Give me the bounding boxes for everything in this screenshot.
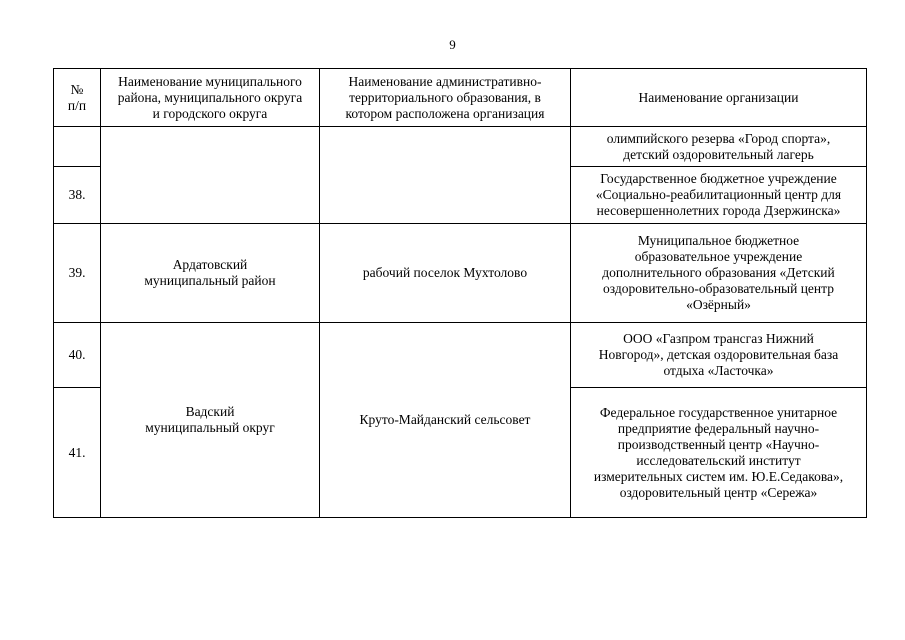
table-row [54,127,867,167]
header-number-sub: п/п [67,97,87,113]
header-number-symbol: № [70,81,84,97]
page-number: 9 [449,37,456,52]
organization-cell: ООО «Газпром трансгаз Нижний Новгород», детская оздоровительная база отдыха «Ласточка» [571,323,867,388]
district-cell [101,127,320,224]
organization-cell: Государственное бюджетное учреждение «Социально-реабилитационный центр для несовершеннолетних города Дзержинска» [571,167,867,224]
admin-unit-cell [320,127,571,224]
organizations-table [53,68,867,518]
row-number [54,127,101,167]
organization-cell: Федеральное государственное унитарное предприятие федеральный научно- производственный центр «Научно- исследовательский институт измерительных систем им. Ю.Е.Седакова», оздоровительный центр «Сережа» [571,388,867,518]
header-organization: Наименование организации [571,69,867,127]
organization-cell: олимпийского резерва «Город спорта», детский оздоровительный лагерь [571,127,867,167]
organization-cell: Муниципальное бюджетное образовательное учреждение дополнительного образования «Детский оздоровительно-образовательный центр «Озёрный» [571,224,867,323]
table-row [54,224,867,323]
header-district: Наименование муниципального района, муниципального округа и городского округа [101,69,320,127]
row-number: 40. [54,323,101,388]
district-cell: Ардатовский муниципальный район [101,224,320,323]
admin-unit-cell: рабочий поселок Мухтолово [320,224,571,323]
row-number: 38. [54,167,101,224]
table-row [54,323,867,388]
district-cell: Вадский муниципальный округ [101,323,320,518]
header-number [54,69,101,127]
row-number: 39. [54,224,101,323]
admin-unit-cell: Круто-Майданский сельсовет [320,323,571,518]
table-header-row [54,69,867,127]
row-number: 41. [54,388,101,518]
header-admin-unit: Наименование административно- территориального образования, в котором расположена организация [320,69,571,127]
